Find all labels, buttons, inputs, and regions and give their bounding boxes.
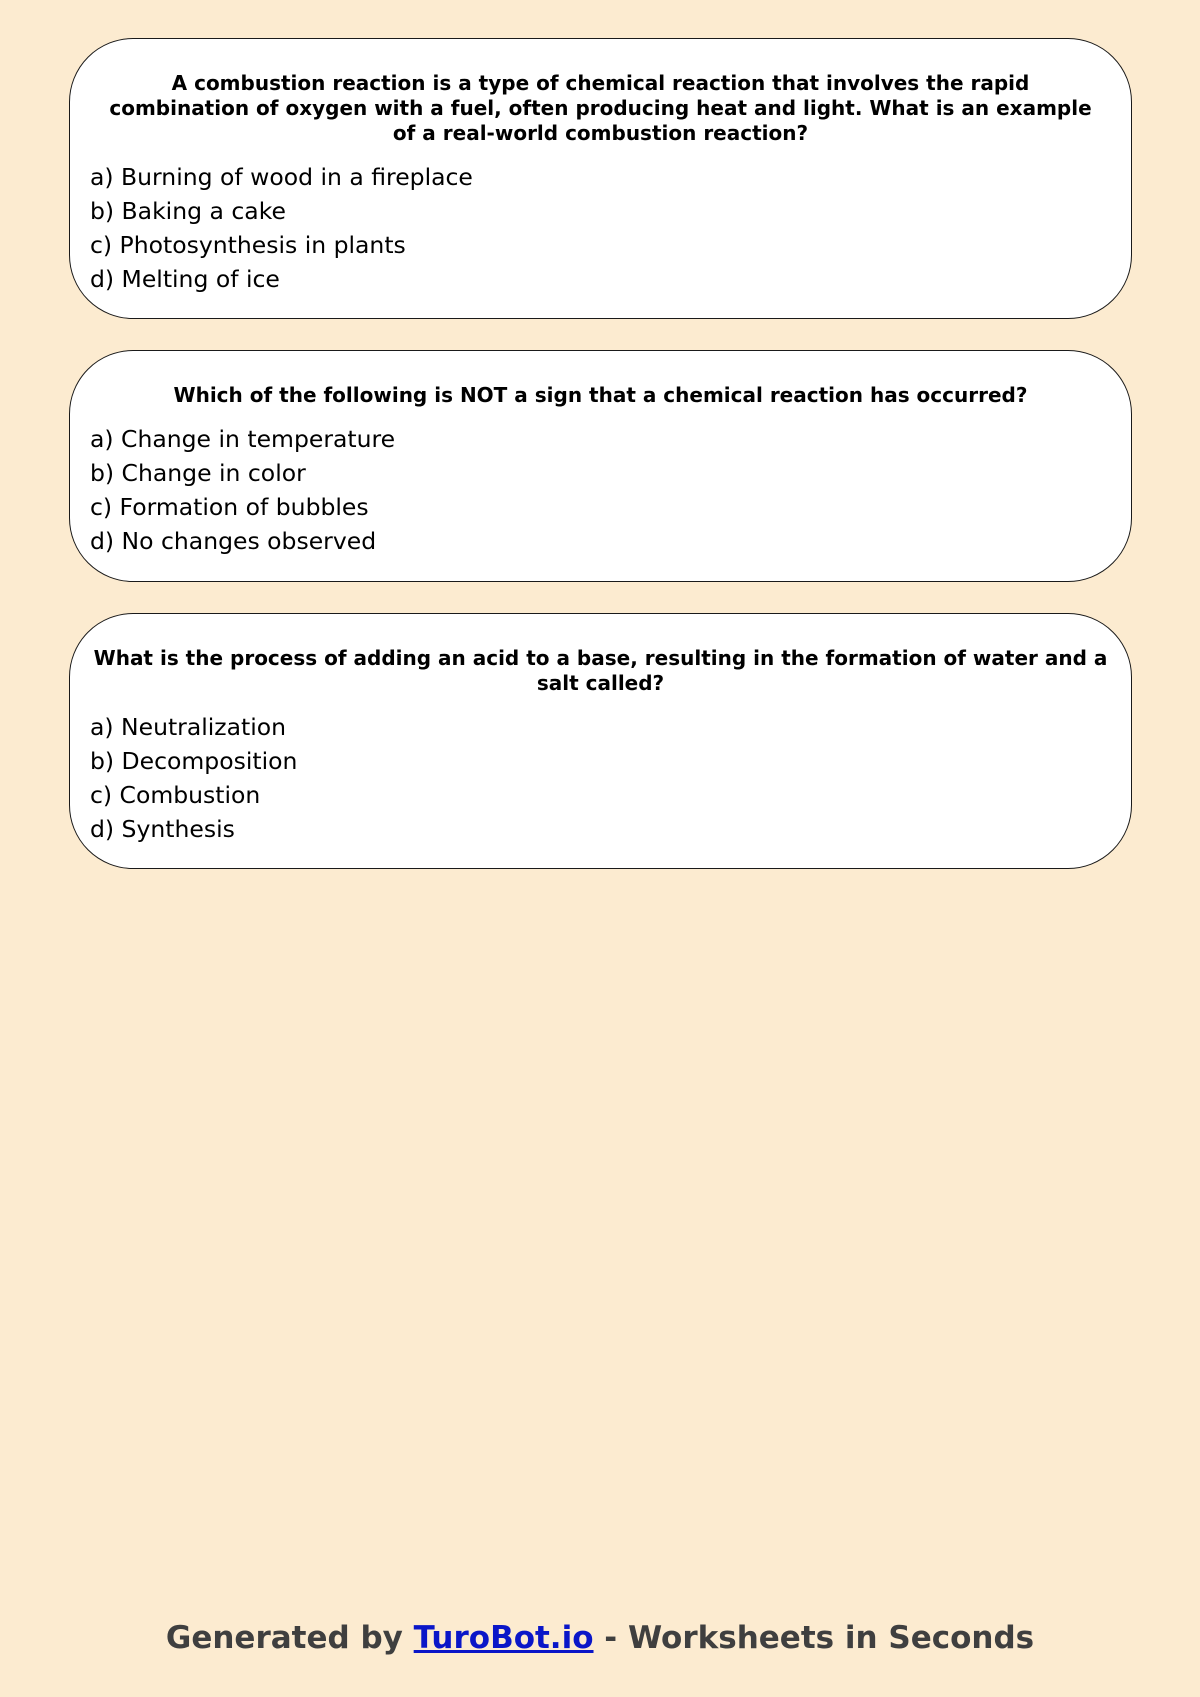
- question-list: [69, 38, 1132, 900]
- answer-option: c) Photosynthesis in plants: [90, 231, 406, 259]
- question-card: [69, 350, 1132, 582]
- answer-options: [90, 160, 1111, 296]
- answer-option: b) Change in color: [90, 459, 306, 487]
- question-card: [69, 613, 1132, 869]
- footer-suffix: - Worksheets in Seconds: [593, 1620, 1035, 1656]
- answer-option: d) No changes observed: [90, 527, 377, 555]
- answer-options: [90, 710, 1111, 846]
- answer-option: b) Baking a cake: [90, 197, 286, 225]
- turobot-link[interactable]: TuroBot.io: [413, 1620, 594, 1656]
- question-card: [69, 38, 1132, 319]
- question-text: A combustion reaction is a type of chemical reaction that involves the rapid combination of oxygen with a fuel, often producing heat and light. What is an example of a real-world combustion reaction?: [109, 71, 1092, 145]
- footer-prefix: Generated by: [165, 1620, 414, 1656]
- answer-option: c) Formation of bubbles: [90, 493, 369, 521]
- answer-option: d) Synthesis: [90, 815, 235, 843]
- question-text: What is the process of adding an acid to a base, resulting in the formation of water and a salt called?: [93, 646, 1108, 695]
- answer-option: d) Melting of ice: [90, 265, 280, 293]
- question-text: Which of the following is NOT a sign that a chemical reaction has occurred?: [173, 383, 1028, 407]
- footer: [0, 1620, 1200, 1656]
- answer-option: a) Burning of wood in a fireplace: [90, 163, 473, 191]
- answer-option: b) Decomposition: [90, 747, 298, 775]
- answer-option: a) Neutralization: [90, 713, 287, 741]
- answer-option: c) Combustion: [90, 781, 261, 809]
- answer-options: [90, 422, 1111, 558]
- answer-option: a) Change in temperature: [90, 425, 396, 453]
